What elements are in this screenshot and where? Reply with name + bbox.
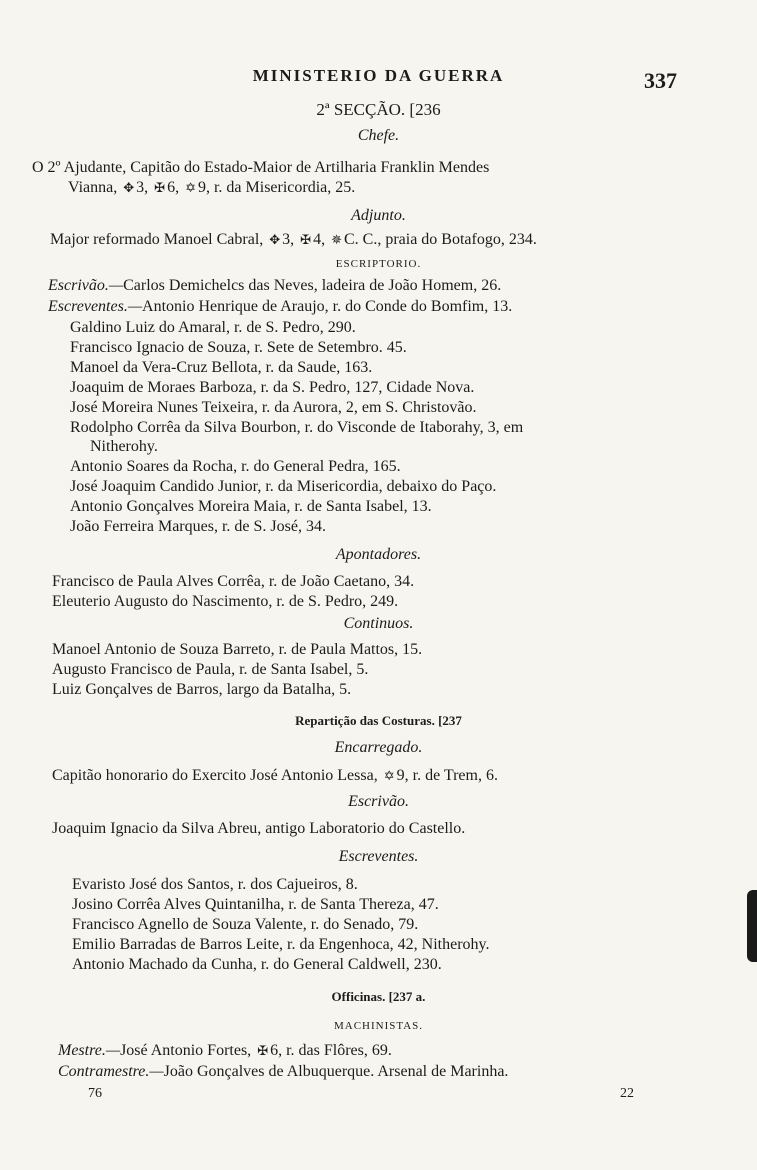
escriptorio-heading: ESCRIPTORIO. bbox=[335, 258, 422, 270]
order-christ-icon: ✠ bbox=[154, 180, 166, 196]
running-header-title: MINISTERIO DA GUERRA bbox=[252, 66, 505, 85]
order-star-icon: ✡ bbox=[383, 768, 395, 784]
escrivao-heading: Escrivão. bbox=[348, 793, 409, 810]
list-item: Antonio Gonçalves Moreira Maia, r. de Santa Isabel, 13. bbox=[70, 498, 432, 515]
apontadores-heading: Apontadores. bbox=[335, 546, 422, 563]
continuos-heading: Continuos. bbox=[343, 615, 414, 632]
order-star-icon: ✡ bbox=[185, 180, 196, 196]
officinas-heading: Officinas. [237 a. bbox=[331, 989, 426, 1004]
chefe-line-2: Vianna, ✥ 3, ✠ 6, ✡ 9, r. da Misericordia, 25. bbox=[68, 178, 355, 198]
list-item: João Ferreira Marques, r. de S. José, 34. bbox=[70, 518, 326, 535]
list-item: Francisco de Paula Alves Corrêa, r. de João Caetano, 34. bbox=[52, 573, 415, 590]
list-item: Rodolpho Corrêa da Silva Bourbon, r. do Visconde de Itaborahy, 3, em bbox=[70, 419, 524, 436]
section-heading: 2ª SECÇÃO. [236 bbox=[316, 100, 441, 119]
adjunto-heading: Adjunto. bbox=[351, 207, 406, 224]
list-item: Evaristo José dos Santos, r. dos Cajueiros, 8. bbox=[72, 876, 358, 893]
chefe-line-1: O 2º Ajudante, Capitão do Estado-Maior de Artilharia Franklin Mendes bbox=[32, 159, 490, 176]
list-item: Nitherohy. bbox=[90, 438, 158, 455]
list-item: Eleuterio Augusto do Nascimento, r. de S. Pedro, 249. bbox=[52, 593, 399, 610]
list-item: Francisco Ignacio de Souza, r. Sete de Setembro. 45. bbox=[70, 339, 407, 356]
chefe-heading: Chefe. bbox=[357, 127, 400, 144]
list-item: Manoel Antonio de Souza Barreto, r. de Paula Mattos, 15. bbox=[52, 641, 423, 658]
machinistas-heading: MACHINISTAS. bbox=[333, 1020, 424, 1032]
list-item: José Moreira Nunes Teixeira, r. da Aurora, 2, em S. Christovão. bbox=[70, 399, 477, 416]
list-item: Augusto Francisco de Paula, r. de Santa Isabel, 5. bbox=[52, 661, 369, 678]
list-item: Josino Corrêa Alves Quintanilha, r. de Santa Thereza, 47. bbox=[72, 896, 439, 913]
order-rose-icon: ✥ bbox=[269, 232, 281, 248]
contramestre-line: Contramestre.—João Gonçalves de Albuquerque. Arsenal de Marinha. bbox=[58, 1063, 509, 1080]
list-item: Luiz Gonçalves de Barros, largo da Batalha, 5. bbox=[52, 681, 352, 698]
list-item: Joaquim de Moraes Barboza, r. da S. Pedro, 127, Cidade Nova. bbox=[70, 379, 475, 396]
order-cross-icon: ✵ bbox=[331, 232, 342, 248]
order-christ-icon: ✠ bbox=[300, 232, 312, 248]
escreventes-heading: Escreventes. bbox=[338, 848, 419, 865]
page-edge-mark bbox=[747, 890, 757, 962]
adjunto-line: Major reformado Manoel Cabral, ✥ 3, ✠ 4, ✵ C. C., praia do Botafogo, 234. bbox=[50, 230, 537, 250]
page-number: 337 bbox=[644, 68, 677, 93]
escreventes-line: Escreventes.—Antonio Henrique de Araujo, r. do Conde do Bomfim, 13. bbox=[48, 298, 513, 315]
list-item: Galdino Luiz do Amaral, r. de S. Pedro, 290. bbox=[70, 319, 356, 336]
encarregado-heading: Encarregado. bbox=[334, 739, 423, 756]
list-item: Manoel da Vera-Cruz Bellota, r. da Saude, 163. bbox=[70, 359, 373, 376]
costuras-heading: Repartição das Costuras. [237 bbox=[295, 713, 462, 728]
escrivao-text: Joaquim Ignacio da Silva Abreu, antigo Laboratorio do Castello. bbox=[52, 820, 466, 837]
order-rose-icon: ✥ bbox=[123, 180, 135, 196]
footer-signature-right: 22 bbox=[620, 1086, 634, 1101]
escrivao-line: Escrivão.—Carlos Demichelcs das Neves, ladeira de João Homem, 26. bbox=[48, 277, 502, 294]
list-item: José Joaquim Candido Junior, r. da Misericordia, debaixo do Paço. bbox=[70, 478, 497, 495]
list-item: Antonio Machado da Cunha, r. do General Caldwell, 230. bbox=[72, 956, 442, 973]
mestre-line: Mestre.—José Antonio Fortes, ✠ 6, r. das Flôres, 69. bbox=[58, 1041, 392, 1061]
footer-signature-left: 76 bbox=[88, 1086, 102, 1101]
list-item: Francisco Agnello de Souza Valente, r. do Senado, 79. bbox=[72, 916, 419, 933]
list-item: Antonio Soares da Rocha, r. do General Pedra, 165. bbox=[70, 458, 401, 475]
list-item: Emilio Barradas de Barros Leite, r. da Engenhoca, 42, Nitherohy. bbox=[72, 936, 490, 953]
encarregado-line: Capitão honorario do Exercito José Antonio Lessa, ✡ 9, r. de Trem, 6. bbox=[52, 766, 498, 786]
order-christ-icon: ✠ bbox=[257, 1043, 269, 1059]
